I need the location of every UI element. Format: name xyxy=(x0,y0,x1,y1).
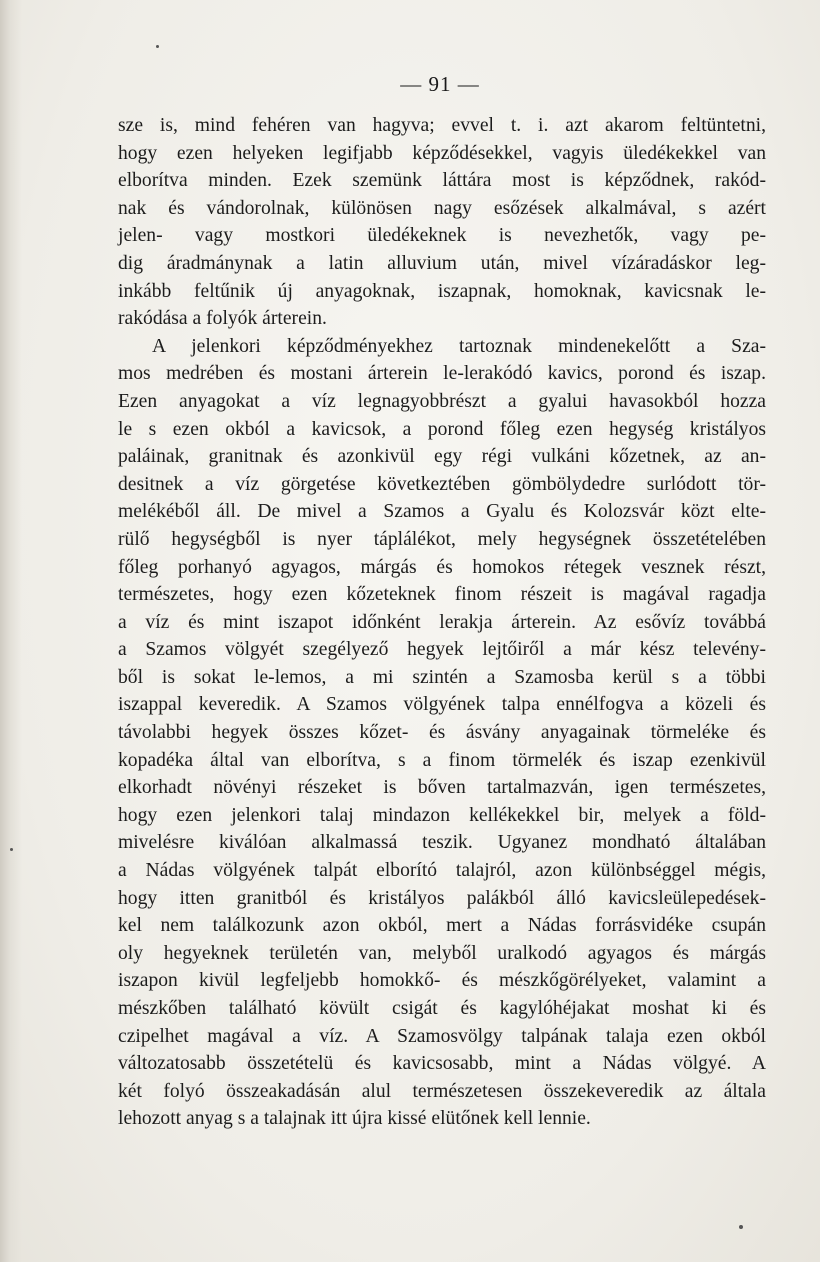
text-line: iszappal keveredik. A Szamos völgyének talpa ennélfogva a közeli és xyxy=(118,694,766,716)
text-line: czipelhet magával a víz. A Szamosvölgy talpának talaja ezen okból xyxy=(118,1025,766,1047)
text-line: A jelenkori képződményekhez tartoznak mindenekelőtt a Sza- xyxy=(152,335,766,357)
text-line: hogy itten granitból és kristályos palákból álló kavicsleülepedések- xyxy=(118,887,766,909)
text-line: hogy ezen jelenkori talaj mindazon kellékekkel bir, melyek a föld- xyxy=(118,804,766,826)
text-line: két folyó összeakadásán alul természetesen összekeveredik az általa xyxy=(118,1080,766,1102)
text-line: kopadéka által van elborítva, s a finom törmelék és iszap ezenkivül xyxy=(118,749,766,771)
text-line: rakódása a folyók árterein. xyxy=(118,308,327,330)
text-line: mivelésre kiválóan alkalmassá teszik. Ugyanez mondható általában xyxy=(118,832,766,854)
text-line: desitnek a víz görgetése következtében gömbölydedre surlódott tör- xyxy=(118,473,766,495)
text-line: ből is sokat le-lemos, a mi szintén a Szamosba kerül s a többi xyxy=(118,666,766,688)
text-line: természetes, hogy ezen kőzeteknek finom részeit is magával ragadja xyxy=(118,584,766,606)
text-line: a Nádas völgyének talpát elborító talajról, azon különbséggel mégis, xyxy=(118,860,766,882)
page-number: — 91 — xyxy=(400,72,480,96)
binding-gutter-shadow xyxy=(0,0,22,1262)
text-line: melékéből áll. De mivel a Szamos a Gyalu és Kolozsvár közt elte- xyxy=(118,501,766,523)
text-line: oly hegyeknek területén van, melyből uralkodó agyagos és márgás xyxy=(118,942,766,964)
text-line: a Szamos völgyét szegélyező hegyek lejtőiről a már kész televény- xyxy=(118,639,766,661)
text-line: távolabbi hegyek összes kőzet- és ásvány anyagainak törmeléke és xyxy=(118,722,766,744)
text-line: nak és vándorolnak, különösen nagy esőzések alkalmával, s azért xyxy=(118,197,766,219)
text-line: Ezen anyagokat a víz legnagyobbrészt a gyalui havasokból hozza xyxy=(118,390,766,412)
text-line: jelen- vagy mostkori üledékeknek is nevezhetők, vagy pe- xyxy=(118,225,766,247)
ink-speck xyxy=(10,848,13,851)
text-line: elborítva minden. Ezek szemünk láttára most is képződnek, rakód- xyxy=(118,170,766,192)
text-line: le s ezen okból a kavicsok, a porond főleg ezen hegység kristályos xyxy=(118,418,766,440)
text-line: inkább feltűnik új anyagoknak, iszapnak, homoknak, kavicsnak le- xyxy=(118,280,766,302)
text-line: iszapon kivül legfeljebb homokkő- és mészkőgörélyeket, valamint a xyxy=(118,970,766,992)
text-line: főleg porhanyó agyagos, márgás és homokos rétegek vesznek részt, xyxy=(118,556,766,578)
text-line: elkorhadt növényi részeket is bőven tartalmazván, igen természetes, xyxy=(118,777,766,799)
body-text xyxy=(118,112,766,1133)
text-line: sze is, mind fehéren van hagyva; evvel t. i. azt akarom feltüntetni, xyxy=(118,115,766,136)
text-line: változatosabb összetételü és kavicsosabb, mint a Nádas völgyé. A xyxy=(118,1053,766,1075)
text-line: paláinak, granitnak és azonkivül egy régi vulkáni kőzetnek, az an- xyxy=(118,446,766,468)
text-line: kel nem találkozunk azon okból, mert a Nádas forrásvidéke csupán xyxy=(118,915,766,937)
text-line: rülő hegységből is nyer táplálékot, mely hegységnek összetételében xyxy=(118,528,766,550)
text-line: mészkőben található kövült csigát és kagylóhéjakat moshat ki és xyxy=(118,998,766,1019)
ink-speck xyxy=(739,1225,743,1229)
text-line: dig áradmánynak a latin alluvium után, mivel vízáradáskor leg- xyxy=(118,252,766,274)
text-line: mos medrében és mostani árterein le-lerakódó kavics, porond és iszap. xyxy=(118,363,766,385)
text-line: a víz és mint iszapot időnként lerakja árterein. Az esővíz továbbá xyxy=(118,611,766,633)
ink-speck xyxy=(156,45,159,48)
text-line: lehozott anyag s a talajnak itt újra kissé elütőnek kell lennie. xyxy=(118,1108,591,1130)
text-line: hogy ezen helyeken legifjabb képződésekkel, vagyis üledékekkel van xyxy=(118,142,766,164)
